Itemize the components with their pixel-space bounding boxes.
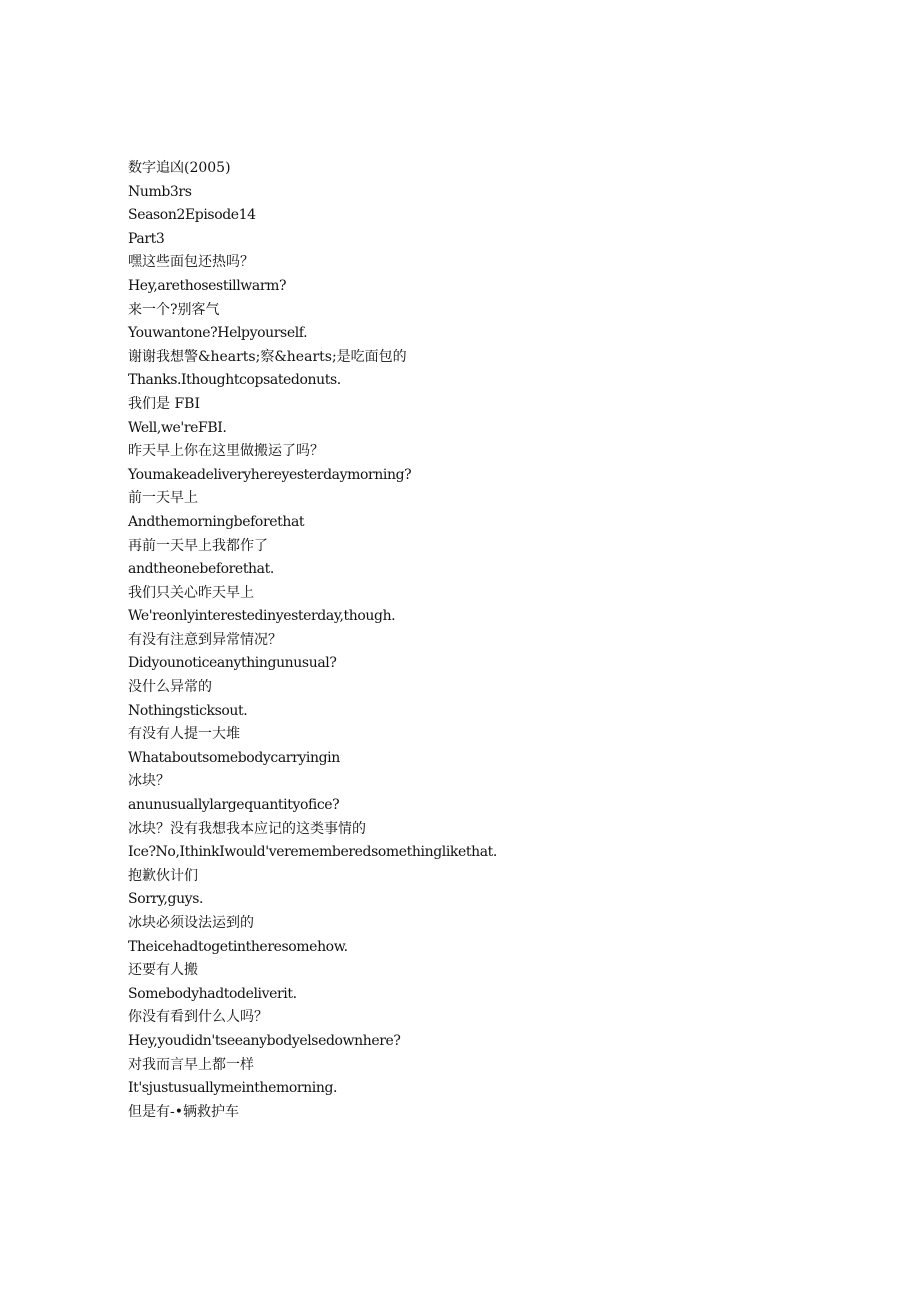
document-line: 我们是 FBI — [128, 395, 200, 412]
document-line: 前一天早上 — [128, 490, 198, 507]
document-line: Numb3rs — [128, 183, 192, 200]
document-line: 有没有注意到异常情况？ — [128, 631, 282, 648]
document-line: 来一个?别客气 — [128, 301, 220, 318]
document-line: Youwantone?Helpyourself. — [128, 325, 308, 342]
document-line: 我们只关心昨天早上 — [128, 584, 254, 601]
subtitle-document — [128, 157, 828, 1124]
document-line: 昨天早上你在这里做搬运了吗？ — [128, 443, 324, 460]
document-line: 嘿这些面包还热吗？ — [128, 254, 254, 271]
document-line: Hey,arethosestillwarm? — [128, 277, 287, 294]
document-line: 还要有人搬 — [128, 962, 198, 979]
document-line: 没什么异常的 — [128, 679, 212, 696]
document-line: Season2Episode14 — [128, 207, 256, 224]
document-line: It'sjustusuallymeinthemorning. — [128, 1080, 338, 1097]
document-line: Well,we'reFBI. — [128, 419, 227, 436]
document-line: 冰块必须设法运到的 — [128, 915, 254, 931]
document-line: 冰块？ — [128, 773, 170, 790]
document-line: 但是有-•辆救护车 — [128, 1103, 239, 1120]
document-line: 抱歉伙计们 — [128, 867, 198, 884]
document-line: Thanks.Ithoughtcopsatedonuts. — [128, 372, 341, 389]
document-line: 你没有看到什么人吗？ — [128, 1009, 268, 1026]
document-line: 谢谢我想警&hearts;察&hearts;是吃面包的 — [128, 348, 407, 365]
document-line: 对我而言早上都一样 — [128, 1056, 254, 1073]
document-line: Sorry,guys. — [128, 891, 204, 908]
document-line: Part3 — [128, 230, 165, 247]
document-line: Somebodyhadtodeliverit. — [128, 985, 297, 1002]
document-line: Hey,youdidn'tseeanybodyelsedownhere? — [128, 1032, 401, 1049]
document-line: 数字追凶(2005) — [128, 160, 231, 176]
document-line: We'reonlyinterestedinyesterday,though. — [128, 608, 396, 625]
document-line: Ice?No,IthinkIwould'verememberedsomethinglikethat. — [128, 844, 497, 861]
document-line: andtheonebeforethat. — [128, 561, 274, 578]
document-line: Youmakeadeliveryhereyesterdaymorning? — [128, 466, 412, 483]
document-line: Andthemorningbeforethat — [128, 513, 305, 530]
document-line: Theicehadtogetintheresomehow. — [128, 938, 348, 955]
document-line: Nothingsticksout. — [128, 702, 248, 719]
document-line: Whataboutsomebodycarryingin — [128, 749, 340, 766]
document-line: anunusuallylargequantityofice? — [128, 797, 340, 814]
document-line: 再前一天早上我都作了 — [128, 537, 268, 554]
document-line: 有没有人提一大堆 — [128, 726, 240, 743]
document-line: Didyounoticeanythingunusual? — [128, 655, 337, 672]
document-line: 冰块？没有我想我本应记的这类事情的 — [128, 820, 366, 837]
